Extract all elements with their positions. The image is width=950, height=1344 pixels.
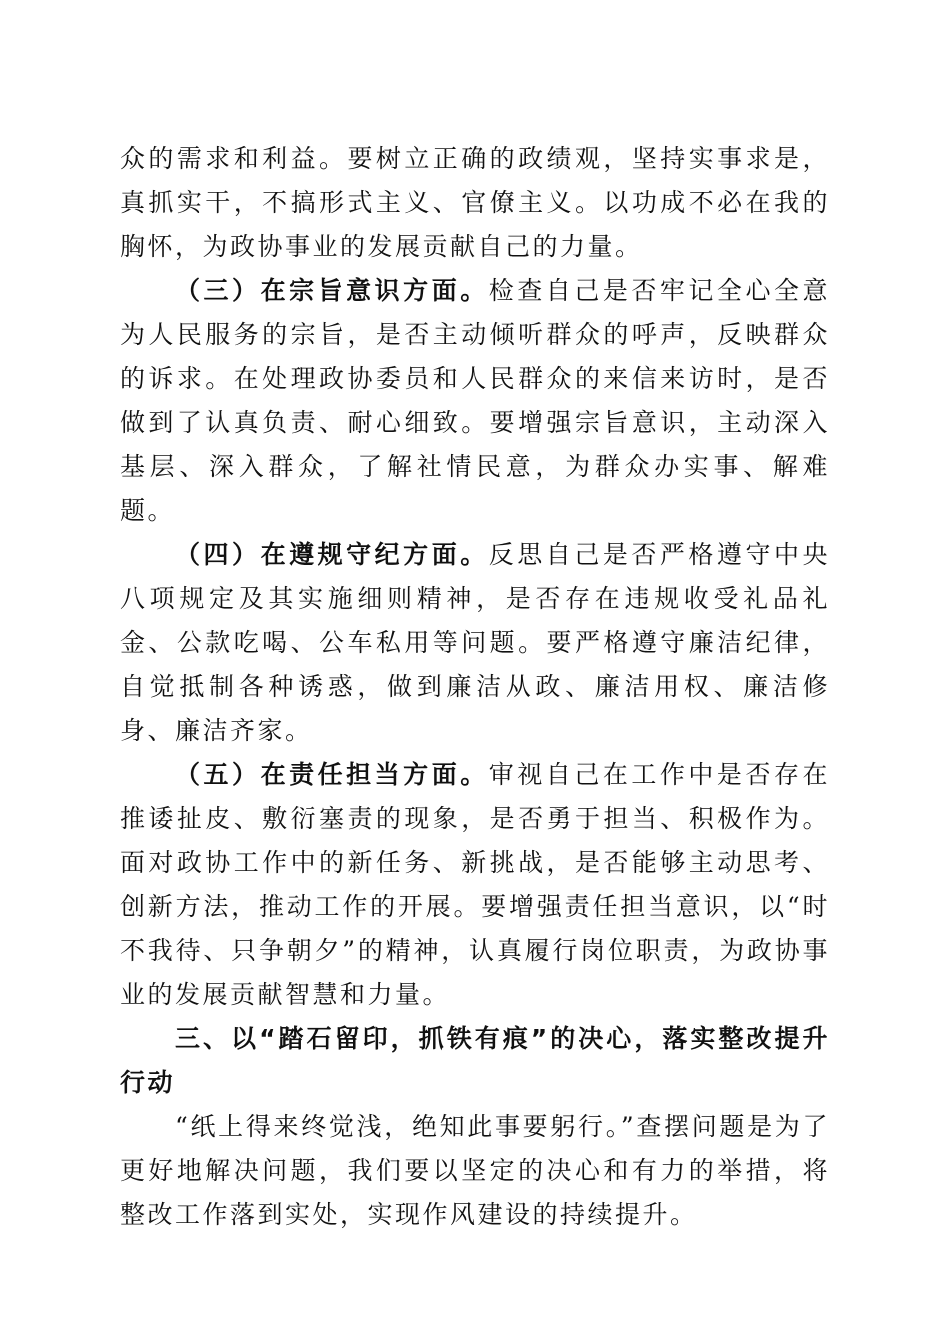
item-3-body: 检查自己是否牢记全心全意为人民服务的宗旨，是否主动倾听群众的呼声，反映群众的诉求。在处理政协委员和人民群众的来信来访时，是否做到了认真负责、耐心细致。要增强宗旨意识，主动深入基层、深入群众，了解社情民意，为群众办实事、解难题。 — [120, 276, 830, 525]
item-5-paragraph — [120, 753, 830, 1017]
item-3-paragraph — [120, 269, 830, 533]
item-4-body: 反思自己是否严格遵守中央八项规定及其实施细则精神，是否存在违规收受礼品礼金、公款吃喝、公车私用等问题。要严格遵守廉洁纪律，自觉抵制各种诱惑，做到廉洁从政、廉洁用权、廉洁修身、廉洁齐家。 — [120, 540, 830, 745]
continuation-paragraph: 众的需求和利益。要树立正确的政绩观，坚持实事求是，真抓实干，不搞形式主义、官僚主义。以功成不必在我的胸怀，为政协事业的发展贡献自己的力量。 — [120, 144, 830, 261]
item-5-lead: （五）在责任担当方面。 — [175, 760, 489, 789]
item-5-body: 审视自己在工作中是否存在推诿扯皮、敷衍塞责的现象，是否勇于担当、积极作为。面对政协工作中的新任务、新挑战，是否能够主动思考、创新方法，推动工作的开展。要增强责任担当意识，以“时不我待、只争朝夕”的精神，认真履行岗位职责，为政协事业的发展贡献智慧和力量。 — [120, 760, 830, 1009]
document-body — [120, 137, 830, 1237]
closing-paragraph: “纸上得来终觉浅，绝知此事要躬行。”查摆问题是为了更好地解决问题，我们要以坚定的决心和有力的举措，将整改工作落到实处，实现作风建设的持续提升。 — [120, 1112, 830, 1229]
section-heading: 三、以“踏石留印，抓铁有痕”的决心，落实整改提升行动 — [120, 1024, 830, 1097]
item-4-paragraph — [120, 533, 830, 753]
item-4-lead: （四）在遵规守纪方面。 — [175, 540, 489, 569]
item-3-lead: （三）在宗旨意识方面。 — [175, 276, 489, 305]
